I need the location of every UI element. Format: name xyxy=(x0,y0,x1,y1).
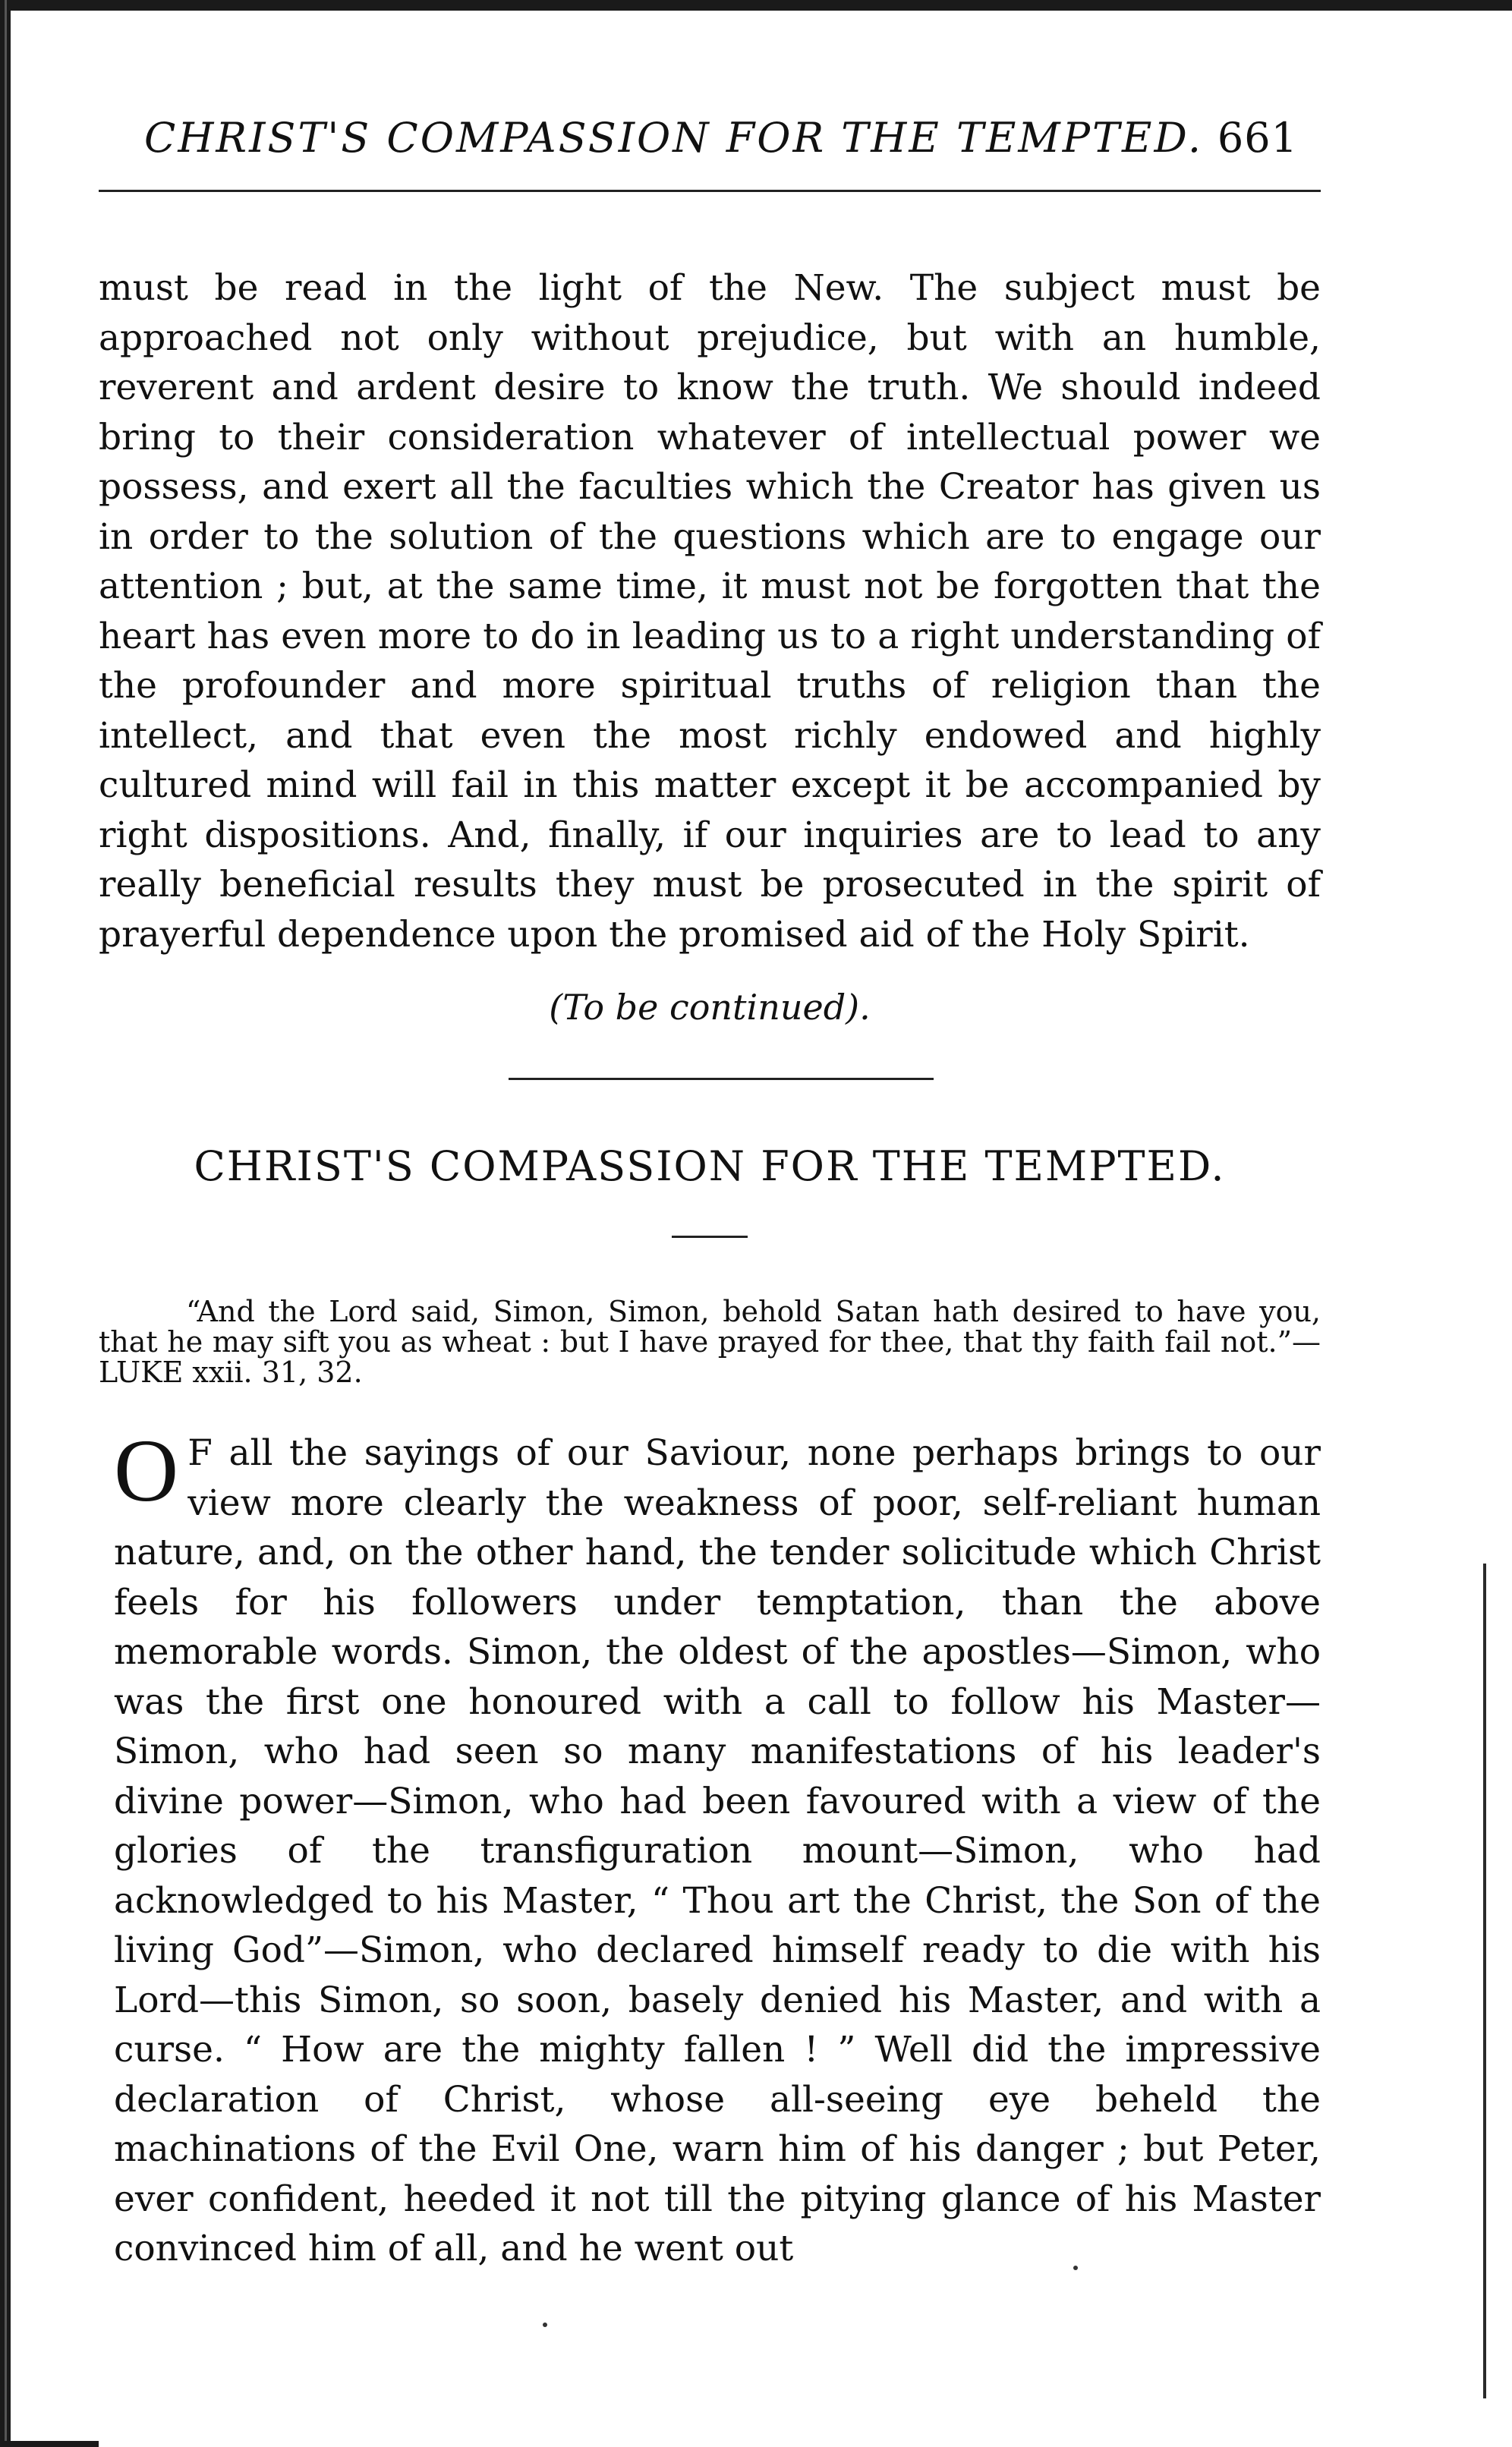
print-speck xyxy=(1073,2266,1078,2270)
article-paragraph xyxy=(114,1421,1321,2274)
to-be-continued-note: (To be continued). xyxy=(549,987,871,1028)
page-frame-right-edge xyxy=(1483,1564,1486,2398)
page-frame-left-edge xyxy=(0,0,11,2447)
epigraph-quote: “And the Lord said, Simon, Simon, behold Satan hath desired to have you, that he may sift you as wheat : but I have prayed for thee, that thy faith fail not.”—LUKE xxii. 31, 32. xyxy=(99,1295,1321,1389)
section-divider xyxy=(509,1078,934,1080)
page-frame-bottom-edge xyxy=(0,2441,99,2447)
page-number: 661 xyxy=(1217,114,1298,162)
print-speck xyxy=(543,2323,547,2327)
running-head xyxy=(144,114,1328,162)
book-page xyxy=(99,0,1321,2447)
continued-paragraph: must be read in the light of the New. The subject must be approached not only without prejudice, but with an humble, reverent and ardent desire to know the truth. We should indeed bring to their consideration whatever of intellectual power we possess, and exert all the faculties which the Creator has given us in order to the solution of the questions which are to engage our attention ; but, at the same time, it must not be forgotten that the heart has even more to do in leading us to a right understanding of the profounder and more spiritual truths of religion than the intellect, and that even the most richly endowed and highly cultured mind will fail in this matter except it be accompanied by right dispositions. And, finally, if our inquiries are to lead to any really beneficial results they must be prosecuted in the spirit of prayerful dependence upon the promised aid of the Holy Spirit. xyxy=(99,267,1321,956)
drop-cap: O xyxy=(114,1421,179,1520)
running-title: CHRIST'S COMPASSION FOR THE TEMPTED. xyxy=(144,114,1204,162)
title-divider xyxy=(672,1236,748,1238)
header-rule xyxy=(99,190,1321,192)
article-title: CHRIST'S COMPASSION FOR THE TEMPTED. xyxy=(194,1142,1226,1190)
article-paragraph-text: F all the sayings of our Saviour, none perhaps brings to our view more clearly the weakness of poor, self-reliant human nature, and, on the other hand, the tender solicitude which Christ feels for his followers under temptation, than the above memorable words. Simon, the oldest of the apostles—Simon, who was the first one honoured with a call to follow his Master—Simon, who had seen so many manifestations of his leader's divine power—Simon, who had been favoured with a view of the glories of the transfiguration mount—Simon, who had acknowledged to his Master, “ Thou art the Christ, the Son of the living God”—Simon, who declared himself ready to die with his Lord—this Simon, so soon, basely denied his Master, and with a curse. “ How are the mighty fallen ! ” Well did the impressive declaration of Christ, whose all-seeing eye beheld the machinations of the Evil One, warn him of his danger ; but Peter, ever confident, heeded it not till the pitying glance of his Master convinced him of all, and he went out xyxy=(114,1432,1321,2269)
